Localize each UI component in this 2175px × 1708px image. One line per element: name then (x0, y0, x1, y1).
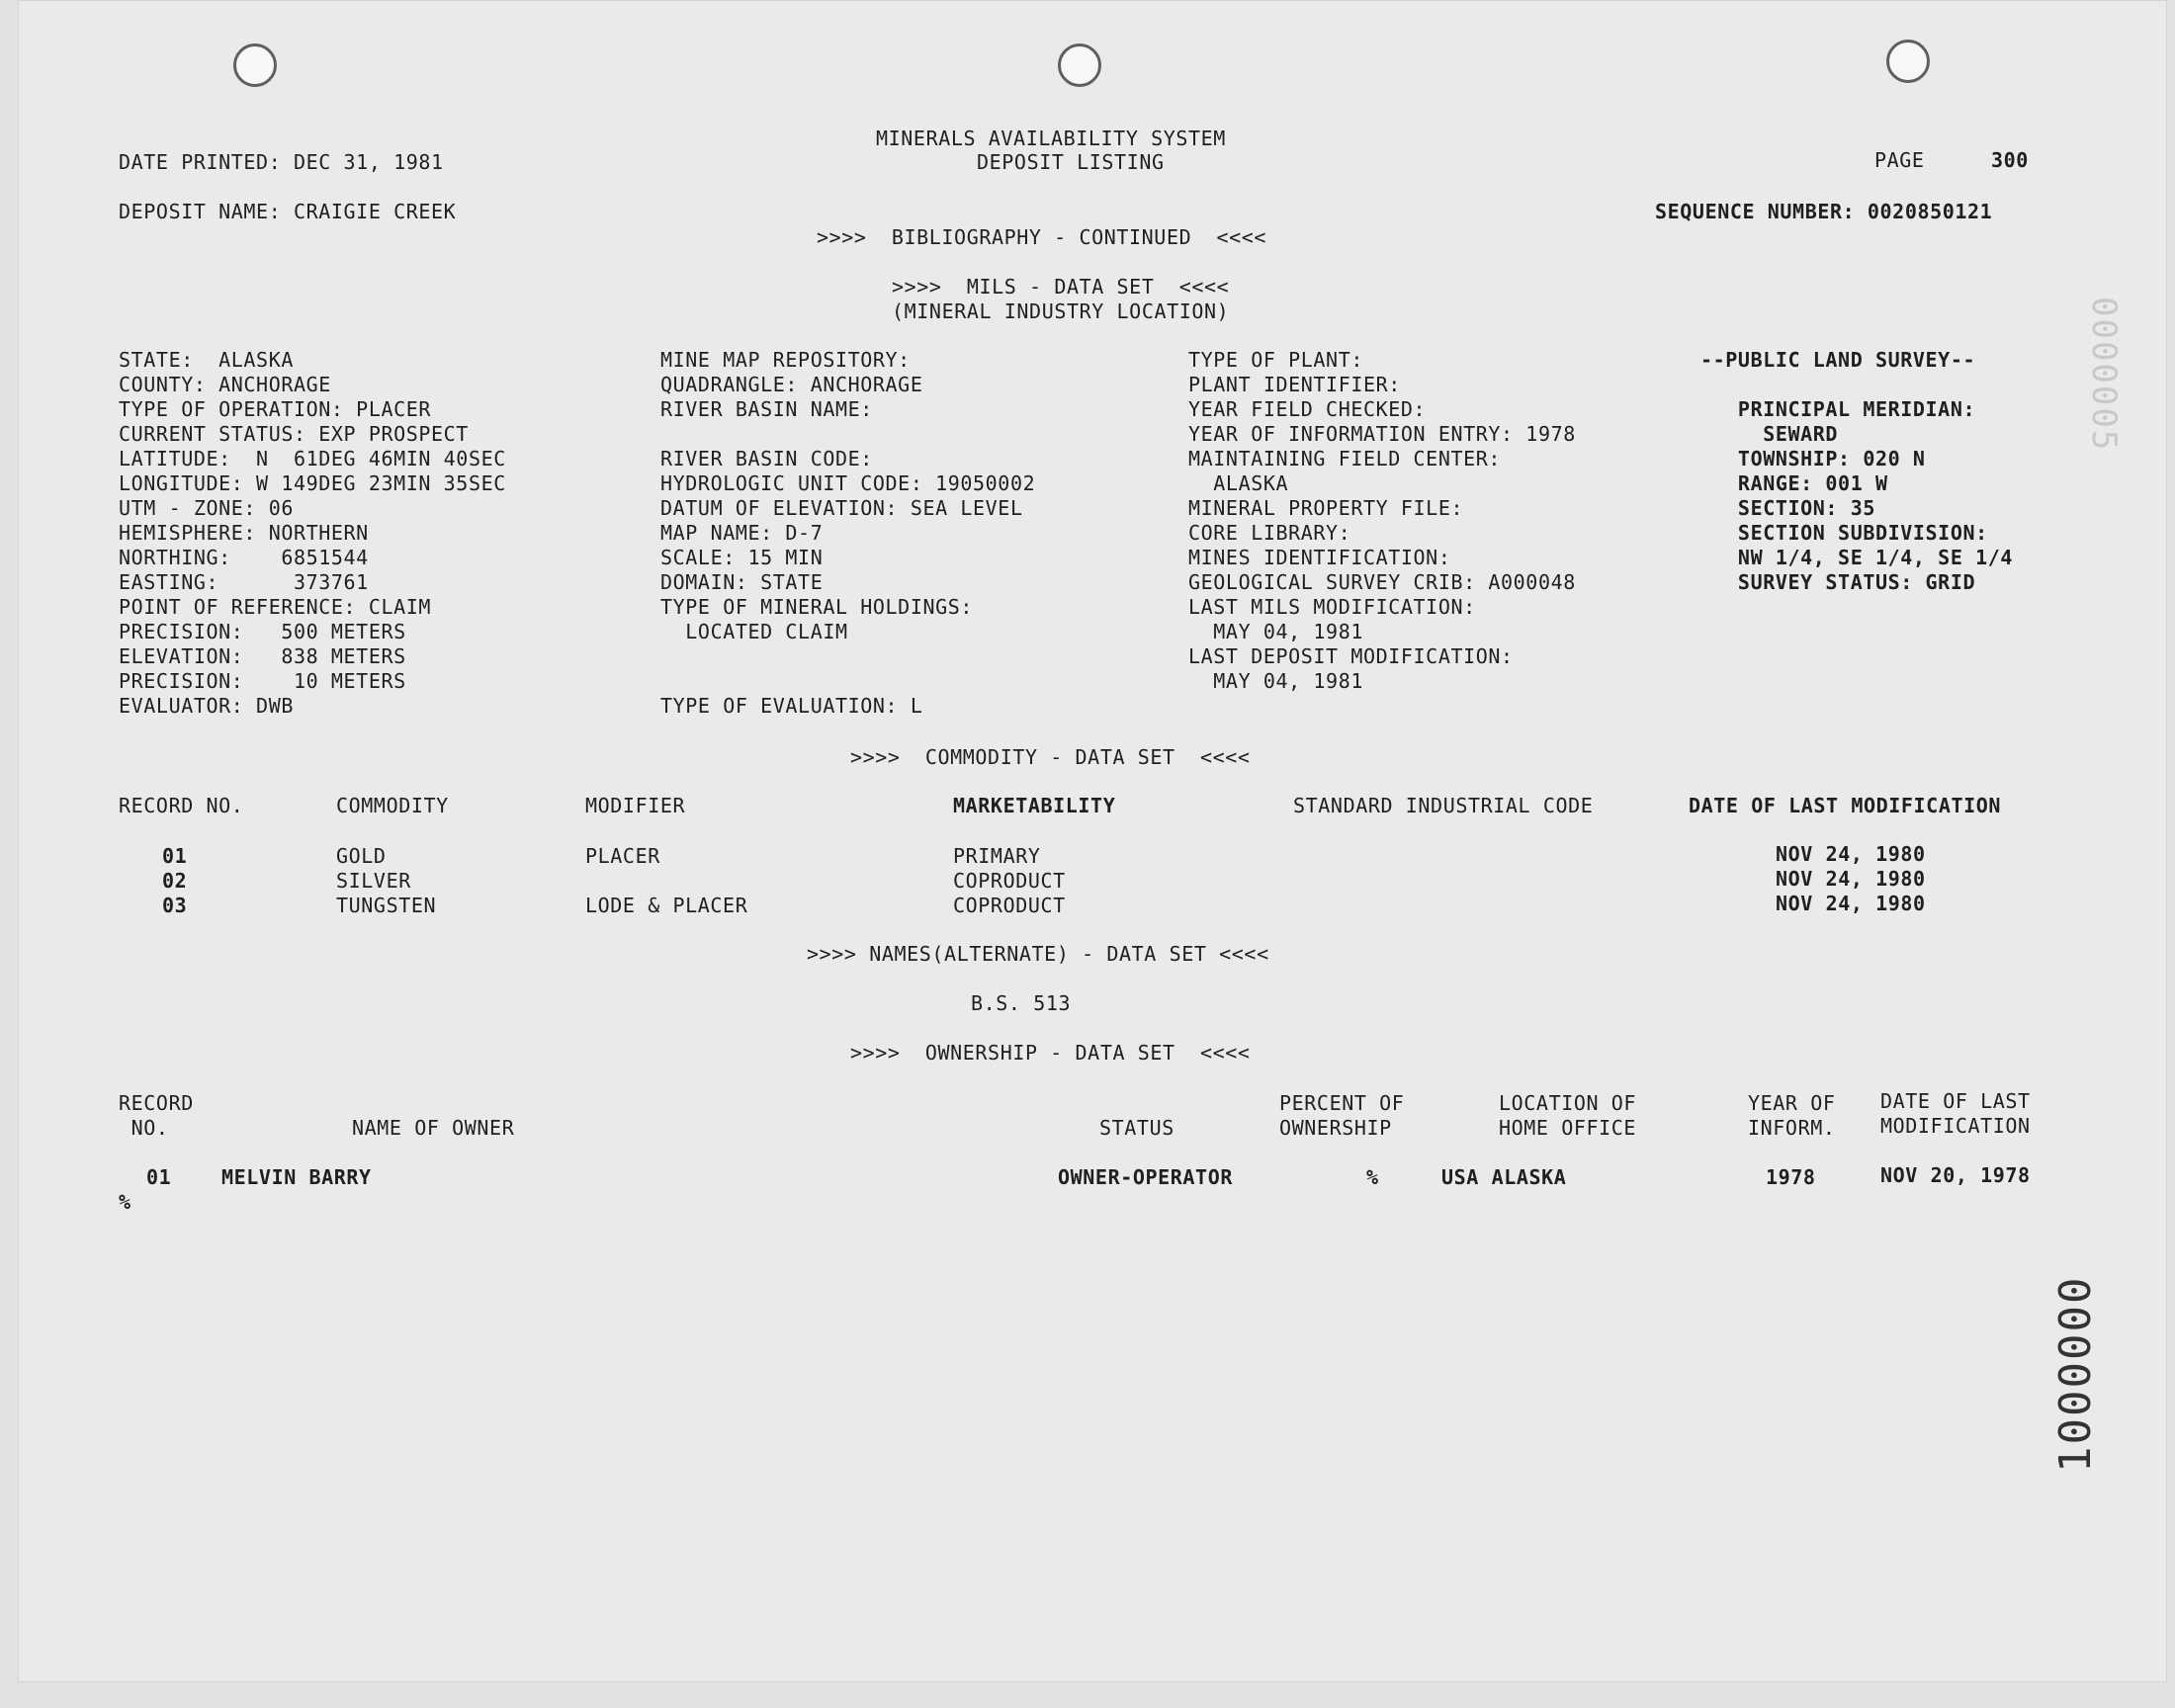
commodity-marketability: PRIMARY (953, 844, 1041, 868)
mils-field: MINE MAP REPOSITORY: (660, 348, 911, 372)
header-year: YEAR OF (1748, 1091, 1836, 1115)
owner-year: 1978 (1766, 1165, 1816, 1189)
mils-field: ALASKA (1188, 471, 1289, 495)
punch-hole-left (233, 43, 277, 87)
owner-location: USA ALASKA (1441, 1165, 1567, 1189)
mils-field: LOCATED CLAIM (660, 620, 848, 643)
system-title: MINERALS AVAILABILITY SYSTEM (876, 127, 1226, 150)
mils-field: UTM - ZONE: 06 (119, 496, 294, 520)
mils-field: COUNTY: ANCHORAGE (119, 373, 331, 396)
document-page (18, 0, 2167, 1682)
mils-field: RANGE: 001 W (1700, 471, 1888, 495)
mils-field: PRECISION: 10 METERS (119, 669, 406, 693)
mils-field: SURVEY STATUS: GRID (1700, 570, 1976, 594)
ownership-title: >>>> OWNERSHIP - DATA SET <<<< (850, 1041, 1251, 1065)
mils-field: TYPE OF OPERATION: PLACER (119, 397, 432, 421)
mils-field: EVALUATOR: DWB (119, 694, 294, 718)
mils-field: MAINTAINING FIELD CENTER: (1188, 447, 1502, 470)
mils-field: STATE: ALASKA (119, 348, 294, 372)
commodity-title: >>>> COMMODITY - DATA SET <<<< (850, 745, 1251, 769)
header-record: RECORD (119, 1091, 194, 1115)
commodity-modifier: LODE & PLACER (585, 894, 748, 917)
commodity-modifier: PLACER (585, 844, 660, 868)
land-survey-heading: --PUBLIC LAND SURVEY-- (1700, 348, 1976, 372)
record-no: 01 (146, 1165, 172, 1189)
mils-field: TOWNSHIP: 020 N (1700, 447, 1926, 470)
deposit-name: DEPOSIT NAME: CRAIGIE CREEK (119, 200, 457, 223)
header-home-office: HOME OFFICE (1499, 1116, 1637, 1140)
mils-field: PRINCIPAL MERIDIAN: (1700, 397, 1976, 421)
header-percent: PERCENT OF (1279, 1091, 1405, 1115)
mils-field: YEAR FIELD CHECKED: (1188, 397, 1427, 421)
mils-field: RIVER BASIN NAME: (660, 397, 873, 421)
record-no: 03 (162, 894, 188, 917)
record-no: 01 (162, 844, 188, 868)
mils-field: LAST DEPOSIT MODIFICATION: (1188, 644, 1514, 668)
commodity-date: NOV 24, 1980 (1776, 892, 1926, 915)
mils-field: PRECISION: 500 METERS (119, 620, 406, 643)
mils-field: CURRENT STATUS: EXP PROSPECT (119, 422, 469, 446)
mils-field: HYDROLOGIC UNIT CODE: 19050002 (660, 471, 1036, 495)
owner-status: OWNER-OPERATOR (1058, 1165, 1233, 1189)
mils-field: POINT OF REFERENCE: CLAIM (119, 595, 432, 619)
commodity-marketability: COPRODUCT (953, 894, 1066, 917)
mils-field: LAST MILS MODIFICATION: (1188, 595, 1476, 619)
record-no: 02 (162, 869, 188, 893)
mils-field: TYPE OF PLANT: (1188, 348, 1363, 372)
mils-field: MINERAL PROPERTY FILE: (1188, 496, 1464, 520)
mils-field: SCALE: 15 MIN (660, 546, 824, 569)
commodity-name: TUNGSTEN (336, 894, 437, 917)
header-record-no: NO. (119, 1116, 169, 1140)
mils-field: MINES IDENTIFICATION: (1188, 546, 1451, 569)
header-marketability: MARKETABILITY (953, 794, 1116, 817)
header-modification: MODIFICATION (1880, 1114, 2031, 1138)
mils-field: DOMAIN: STATE (660, 570, 824, 594)
mils-field: MAP NAME: D-7 (660, 521, 824, 545)
mils-field: SEWARD (1700, 422, 1839, 446)
mils-field: YEAR OF INFORMATION ENTRY: 1978 (1188, 422, 1576, 446)
mils-title: >>>> MILS - DATA SET <<<< (892, 275, 1230, 299)
mils-field: EASTING: 373761 (119, 570, 369, 594)
commodity-date: NOV 24, 1980 (1776, 842, 1926, 866)
mils-field: MAY 04, 1981 (1188, 620, 1363, 643)
header-date-of-last: DATE OF LAST (1880, 1089, 2031, 1113)
listing-title: DEPOSIT LISTING (977, 150, 1165, 174)
header-record-no: RECORD NO. (119, 794, 244, 817)
end-marker: % (119, 1190, 131, 1214)
mils-field: LATITUDE: N 61DEG 46MIN 40SEC (119, 447, 506, 470)
owner-name: MELVIN BARRY (221, 1165, 372, 1189)
commodity-name: SILVER (336, 869, 411, 893)
mils-field: RIVER BASIN CODE: (660, 447, 873, 470)
mils-field: TYPE OF EVALUATION: L (660, 694, 923, 718)
mils-field: ELEVATION: 838 METERS (119, 644, 406, 668)
mils-field: NW 1/4, SE 1/4, SE 1/4 (1700, 546, 2014, 569)
alternate-name: B.S. 513 (971, 991, 1072, 1015)
sequence-number: SEQUENCE NUMBER: 0020850121 (1655, 200, 1993, 223)
mils-field: HEMISPHERE: NORTHERN (119, 521, 369, 545)
page-number: 300 (1991, 148, 2029, 172)
header-sic: STANDARD INDUSTRIAL CODE (1293, 794, 1594, 817)
mils-field: TYPE OF MINERAL HOLDINGS: (660, 595, 974, 619)
commodity-date: NOV 24, 1980 (1776, 867, 1926, 891)
header-date-modified: DATE OF LAST MODIFICATION (1689, 794, 2002, 817)
header-commodity: COMMODITY (336, 794, 449, 817)
header-owner-name: NAME OF OWNER (352, 1116, 515, 1140)
commodity-name: GOLD (336, 844, 387, 868)
page-label: PAGE (1874, 148, 1925, 172)
header-location: LOCATION OF (1499, 1091, 1637, 1115)
owner-percent: % (1366, 1165, 1379, 1189)
commodity-marketability: COPRODUCT (953, 869, 1066, 893)
mils-field: SECTION: 35 (1700, 496, 1875, 520)
header-ownership: OWNERSHIP (1279, 1116, 1392, 1140)
faint-frame-number: 0000005 (2084, 297, 2124, 453)
mils-subtitle: (MINERAL INDUSTRY LOCATION) (892, 299, 1230, 323)
date-printed: DATE PRINTED: DEC 31, 1981 (119, 150, 444, 174)
owner-date: NOV 20, 1978 (1880, 1163, 2031, 1187)
mils-field: SECTION SUBDIVISION: (1700, 521, 1988, 545)
mils-field: CORE LIBRARY: (1188, 521, 1351, 545)
bibliography-title: >>>> BIBLIOGRAPHY - CONTINUED <<<< (817, 225, 1267, 249)
punch-hole-center (1058, 43, 1101, 87)
mils-field: QUADRANGLE: ANCHORAGE (660, 373, 923, 396)
punch-hole-right (1886, 40, 1930, 83)
mils-field: MAY 04, 1981 (1188, 669, 1363, 693)
mils-field: GEOLOGICAL SURVEY CRIB: A000048 (1188, 570, 1576, 594)
film-frame-number: 1000000 (2050, 1275, 2101, 1473)
mils-field: NORTHING: 6851544 (119, 546, 369, 569)
mils-field: PLANT IDENTIFIER: (1188, 373, 1401, 396)
names-title: >>>> NAMES(ALTERNATE) - DATA SET <<<< (807, 942, 1269, 966)
mils-field: LONGITUDE: W 149DEG 23MIN 35SEC (119, 471, 506, 495)
header-inform: INFORM. (1748, 1116, 1836, 1140)
header-modifier: MODIFIER (585, 794, 686, 817)
mils-field: DATUM OF ELEVATION: SEA LEVEL (660, 496, 1023, 520)
header-status: STATUS (1099, 1116, 1174, 1140)
